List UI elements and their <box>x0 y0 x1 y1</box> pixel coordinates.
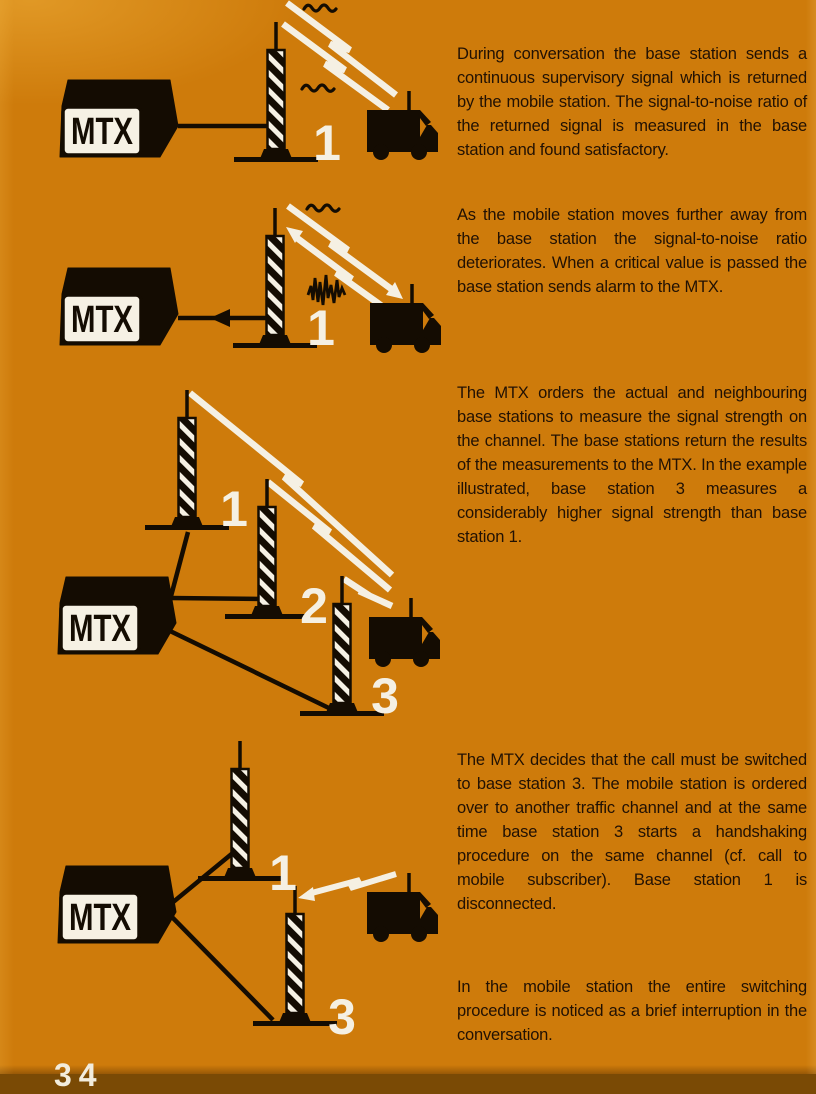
radio-wave-squiggle <box>304 5 336 11</box>
tower-number-label: 1 <box>307 300 335 356</box>
mtx-exchange-box <box>60 80 178 157</box>
illustration-measurement <box>58 390 440 724</box>
page-number: 34 <box>54 1057 104 1093</box>
mtx-exchange-box <box>58 577 176 654</box>
landline-connection <box>170 915 273 1020</box>
tower-number-label: 1 <box>313 115 341 171</box>
caption-supervision: During conversation the base station sends a continuous supervisory signal which is returned by the mobile station. The signal-to-noise ratio of the returned signal is measured in the base station and found satisfactory. <box>457 45 807 159</box>
signal-bolt <box>268 482 390 590</box>
mtx-label: MTX <box>71 299 134 341</box>
mobile-station-truck <box>367 873 438 942</box>
mtx-label: MTX <box>69 897 132 939</box>
base-station-tower <box>253 886 337 1025</box>
signal-bolt <box>308 874 396 894</box>
mobile-station-truck <box>370 284 441 353</box>
tower-number-label: 1 <box>220 481 248 537</box>
tower-number-label: 2 <box>300 578 328 634</box>
alarm-arrowhead <box>210 309 230 327</box>
illustration-alarm <box>60 205 441 356</box>
radio-wave-squiggle <box>307 205 339 211</box>
landline-connection <box>170 598 263 599</box>
mtx-label: MTX <box>71 111 134 153</box>
tower-number-label: 1 <box>269 845 297 901</box>
caption-measurement: The MTX orders the actual and neighbouring base stations to measure the signal strength on the channel. The base stations return the results of the measurements to the MTX. In the example illustrated, base station 3 measures a considerably higher signal strength than base station 1. <box>457 384 807 546</box>
signal-arrowhead <box>298 887 315 901</box>
mtx-exchange-box <box>58 866 176 943</box>
caption-alarm: As the mobile station moves further away from the base station the signal-to-noise ratio deteriorates. When a critical value is passed the base station sends alarm to the MTX. <box>457 206 807 296</box>
radio-wave-squiggle <box>302 85 334 91</box>
caption-interruption: In the mobile station the entire switching procedure is noticed as a brief interruption in the conversation. <box>457 978 807 1044</box>
landline-connection <box>170 532 188 600</box>
tower-number-label: 3 <box>328 989 356 1045</box>
mtx-label: MTX <box>69 608 132 650</box>
signal-bolt <box>287 3 396 95</box>
mobile-station-truck <box>369 598 440 667</box>
illustration-handover <box>58 741 438 1045</box>
landline-connection <box>168 630 333 710</box>
illustration-supervision <box>60 3 438 171</box>
caption-handover: The MTX decides that the call must be switched to base station 3. The mobile station is ordered over to another traffic channel and at the same time base station 3 starts a handshaking procedure on the same channel (cf. call to mobile subscriber). Base station 1 is disconnected. <box>457 751 807 913</box>
base-station-tower <box>233 208 317 347</box>
mtx-exchange-box <box>60 268 178 345</box>
tower-number-label: 3 <box>371 668 399 724</box>
